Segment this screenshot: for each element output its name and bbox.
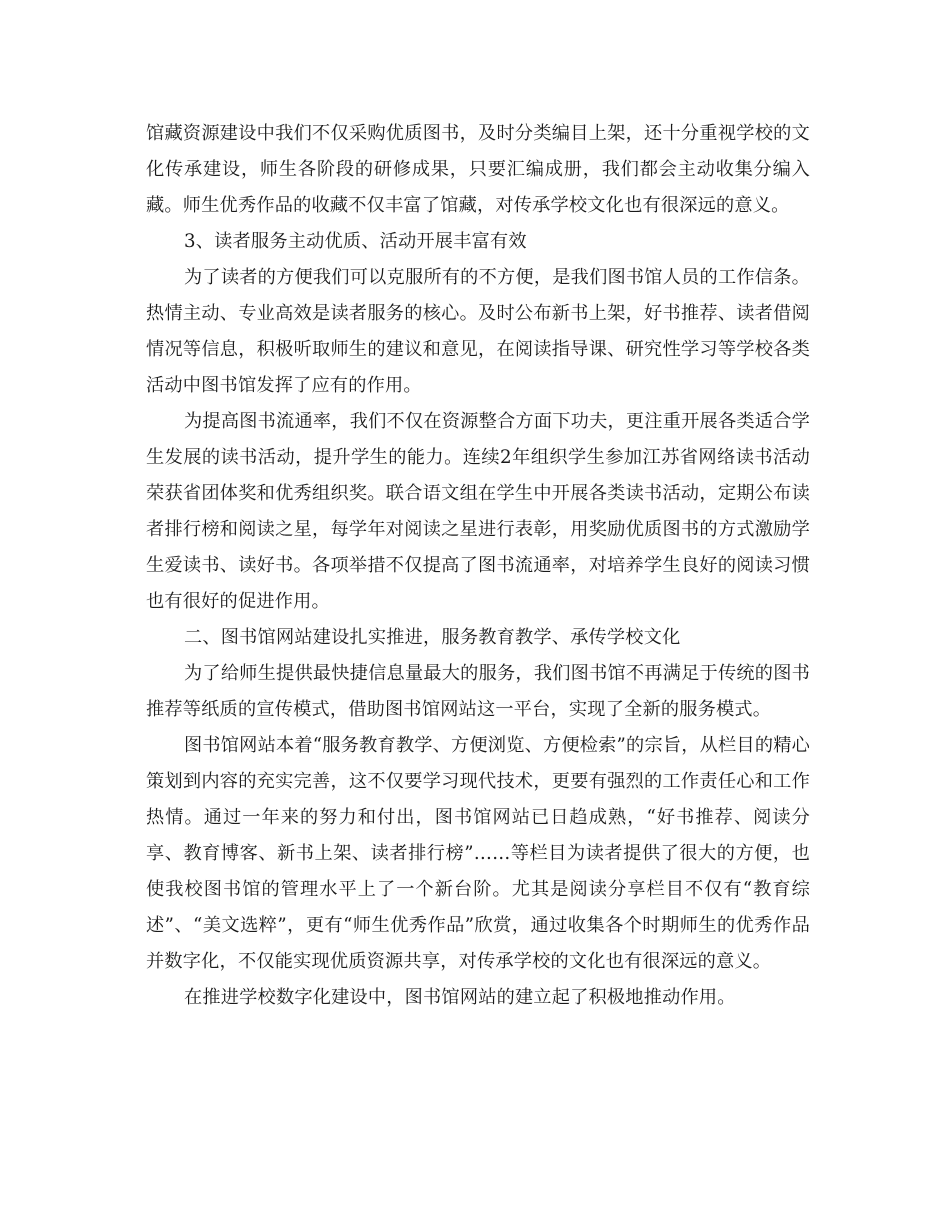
section-heading-reader-service: 3、读者服务主动优质、活动开展丰富有效 <box>184 231 527 252</box>
paragraph-fast-service: 为了给师生提供最快捷信息量最大的服务，我们图书馆不再满足于传统的图书推荐等纸质的宣传模式，借助图书馆网站这一平台，实现了全新的服务模式。 <box>146 663 810 720</box>
paragraph-reader-convenience: 为了读者的方便我们可以克服所有的不方便，是我们图书馆人员的工作信条。热情主动、专业高效是读者服务的核心。及时公布新书上架，好书推荐、读者借阅情况等信息，积极听取师生的建议和意见，在阅读指导课、研究性学习等学校各类活动中图书馆发挥了应有的作用。 <box>146 267 810 396</box>
paragraph-circulation-rate: 为提高图书流通率，我们不仅在资源整合方面下功夫，更注重开展各类适合学生发展的读书活动，提升学生的能力。连续2年组织学生参加江苏省网络读书活动荣获省团体奖和优秀组织奖。联合语文组在学生中开展各类读书活动，定期公布读者排行榜和阅读之星，每学年对阅读之星进行表彰，用奖励优质图书的方式激励学生爱读书、读好书。各项举措不仅提高了图书流通率，对培养学生良好的阅读习惯也有很好的促进作用。 <box>146 411 810 612</box>
paragraph-digitalization: 在推进学校数字化建设中，图书馆网站的建立起了积极地推动作用。 <box>184 987 736 1008</box>
section-heading-library-website: 二、图书馆网站建设扎实推进，服务教育教学、承传学校文化 <box>184 627 681 648</box>
paragraph-website-purpose: 图书馆网站本着“服务教育教学、方便浏览、方便检索”的宗旨，从栏目的精心策划到内容的充实完善，这不仅要学习现代技术，更要有强烈的工作责任心和工作热情。通过一年来的努力和付出，图书馆网站已日趋成熟，“好书推荐、阅读分享、教育博客、新书上架、读者排行榜”……等栏目为读者提供了很大的方便，也使我校图书馆的管理水平上了一个新台阶。尤其是阅读分享栏目不仅有“教育综述”、“美文选粹”，更有“师生优秀作品”欣赏，通过收集各个时期师生的优秀作品并数字化，不仅能实现优质资源共享，对传承学校的文化也有很深远的意义。 <box>146 735 810 972</box>
paragraph-collection-building: 馆藏资源建设中我们不仅采购优质图书，及时分类编目上架，还十分重视学校的文化传承建设，师生各阶段的研修成果，只要汇编成册，我们都会主动收集分编入藏。师生优秀作品的收藏不仅丰富了馆藏，对传承学校文化也有很深远的意义。 <box>146 123 810 216</box>
